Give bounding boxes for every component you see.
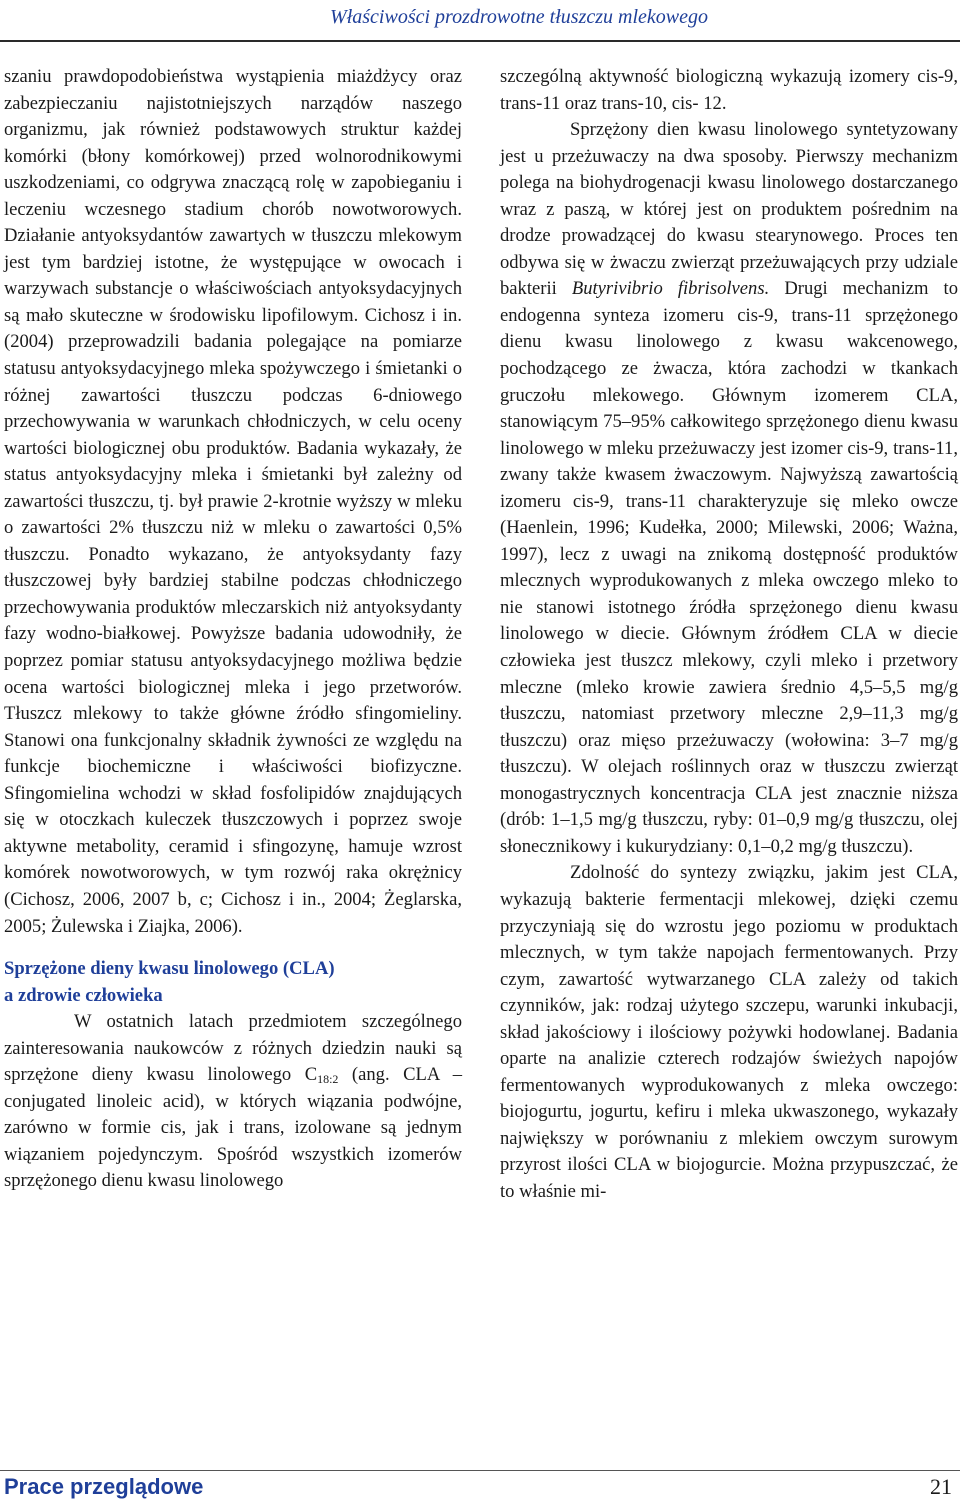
left-paragraph-2-text-b: (ang. CLA – conjugated linoleic acid), w których wiązania podwójne, zarówno w formie cis, jak i trans, izolowane są jednym wiązaniem pojedynczym. Spośród wszystkich izomerów sprzężonego dienu kwasu linolowego	[4, 1064, 462, 1192]
right-paragraph-2-text-a: Sprzężony dien kwasu linolowego syntetyzowany jest u przeżuwaczy na dwa sposoby. Pierwszy mechanizm polega na biohydrogenacji kwasu linolowego dostarczanego wraz z paszą, w której jest on produktem pośrednim na drodze prowadzącej do kwasu stearynowego. Proces ten odbywa się w żwaczu zwierząt przeżuwających przy udziale bakterii	[500, 119, 958, 300]
bacteria-name: Butyrivibrio fibrisolvens.	[571, 278, 770, 300]
right-column	[500, 64, 958, 1206]
header-rule	[0, 40, 960, 42]
left-paragraph-2	[4, 1009, 462, 1195]
right-paragraph-3: Zdolność do syntezy związku, jakim jest CLA, wykazują bakterie fermentacji mlekowej, dzięki czemu przyczyniają się do wzrostu jego poziomu w produktach mlecznych, w tym także napojach fermentowanych. Przy czym, zawartość wytwarzanego CLA zależy od takich czynników, jak: rodzaj użytego szczepu, warunki inkubacji, skład jakościowy i ilościowy pożywki hodowlanej. Badania oparte na analizie czterech rodzajów świeżych napojów fermentowanych wyprodukowanych z mleka owczego: biojogurtu, jogurtu, kefiru i mleka ukwaszonego, wykazały największy w porównaniu z mlekiem owczym surowym przyrost ilości CLA w biojogurcie. Można przypuszczać, że to właśnie mi-	[500, 862, 958, 1202]
left-paragraph-1: szaniu prawdopodobieństwa wystąpienia miażdżycy oraz zabezpieczaniu najistotniejszych narządów naszego organizmu, jak również podstawowych struktur każdej komórki (błony komórkowej) przed wolnorodnikowymi uszkodzeniami, co odgrywa znaczącą rolę w zapobieganiu i leczeniu wczesnego stadium chorób nowotworowych. Działanie antyoksydantów zawartych w tłuszczu mlekowym jest tym bardziej istotne, że występujące w owocach i warzywach substancje o właściwościach antyoksydacyjnych są mało skuteczne w środowisku lipofilowym. Cichosz i in. (2004) przeprowadzili badania polegające na pomiarze statusu antyoksydacyjnego mleka spożywczego i śmietanki o różnej zawartości tłuszczu podczas 6-dniowego przechowywania w warunkach chłodniczych, w celu oceny wartości biologicznej obu produktów. Badania wykazały, że status antyoksydacyjny mleka i śmietanki był zależny od zawartości tłuszczu, tj. był prawie 2-krotnie wyższy w mleku o zawartości 2% tłuszczu niż w mleku o zawartości 0,5% tłuszczu. Ponadto wykazano, że antyoksydanty fazy tłuszczowej były bardziej stabilne podczas chłodniczego przechowywania produktów mleczarskich niż antyoksydanty fazy wodno-białkowej. Powyższe badania udowodniły, że poprzez pomiar statusu antyoksydacyjnego możliwa będzie ocena wartości biologicznej mleka i jego przetworów. Tłuszcz mlekowy to także główne źródło sfingomieliny. Stanowi ona funkcjonalny składnik żywności ze względu na funkcje biochemiczne i właściwości biofizyczne. Sfingomielina wchodzi w skład fosfolipidów znajdujących się w otoczkach kuleczek tłuszczowych i poprzez swoje aktywne metabolity, ceramid i sfingozynę, hamuje wzrost komórek nowotworowych, w tym rozwój raka okrężnicy (Cichosz, 2006, 2007 b, c; Cichosz i in., 2004; Żeglarska, 2005; Żulewska i Ziajka, 2006).	[4, 66, 462, 937]
formula-subscript: 18:2	[317, 1072, 339, 1087]
right-paragraph-2	[500, 117, 958, 860]
section-title-line-2: a zdrowie człowieka	[4, 984, 163, 1006]
left-column	[4, 64, 462, 1195]
section-title	[4, 956, 462, 1009]
page-number: 21	[930, 1474, 952, 1499]
right-paragraph-1: szczególną aktywność biologiczną wykazują izomery cis-9, trans-11 oraz trans-10, cis- 12.	[500, 66, 958, 114]
section-title-line-1: Sprzężone dieny kwasu linolowego (CLA)	[4, 958, 335, 980]
running-title: Właściwości prozdrowotne tłuszczu mlekowego	[330, 6, 708, 28]
footer-section-label: Prace przeglądowe	[4, 1474, 204, 1499]
left-paragraph-2-text-a: W ostatnich latach przedmiotem szczególnego zainteresowania naukowców z różnych dziedzin nauki są sprzężone dieny kwasu linolowego C	[4, 1011, 462, 1086]
footer-rule	[0, 1470, 960, 1471]
right-paragraph-2-text-b: Drugi mechanizm to endogenna synteza izomeru cis-9, trans-11 sprzężonego dienu kwasu linolowego z kwasu wakcenowego, pochodzącego ze żwacza, która zachodzi w tkankach gruczołu mlekowego. Głównym izomerem CLA, stanowiącym 75–95% całkowitego sprzężonego dienu kwasu linolowego w mleku przeżuwaczy jest izomer cis-9, trans-11, zwany także kwasem żwaczowym. Najwyższą zawartością izomeru cis-9, trans-11 charakteryzuje się mleko owcze (Haenlein, 1996; Kudełka, 2000; Milewski, 2006; Ważna, 1997), lecz z uwagi na znikomą dostępność produktów mlecznych wyprodukowanych z mleka owczego mleko to nie stanowi istotnego źródła sprzężonego dienu kwasu linolowego w diecie. Głównym źródłem CLA w diecie człowieka jest tłuszcz mlekowy, czyli mleko i przetwory mleczne (mleko krowie zawiera średnio 4,5–5,5 mg/g tłuszczu, natomiast przetwory mleczne 2,9–11,3 mg/g tłuszczu) oraz mięso przeżuwaczy (wołowina: 3–7 mg/g tłuszczu). W olejach roślinnych oraz w tłuszczu zwierząt monogastrycznych koncentracja CLA jest znacznie niższa (drób: 1–1,5 mg/g tłuszczu, ryby: 01–0,9 mg/g tłuszczu, olej słonecznikowy i kukurydziany: 0,1–0,2 mg/g tłuszczu).	[500, 278, 958, 857]
